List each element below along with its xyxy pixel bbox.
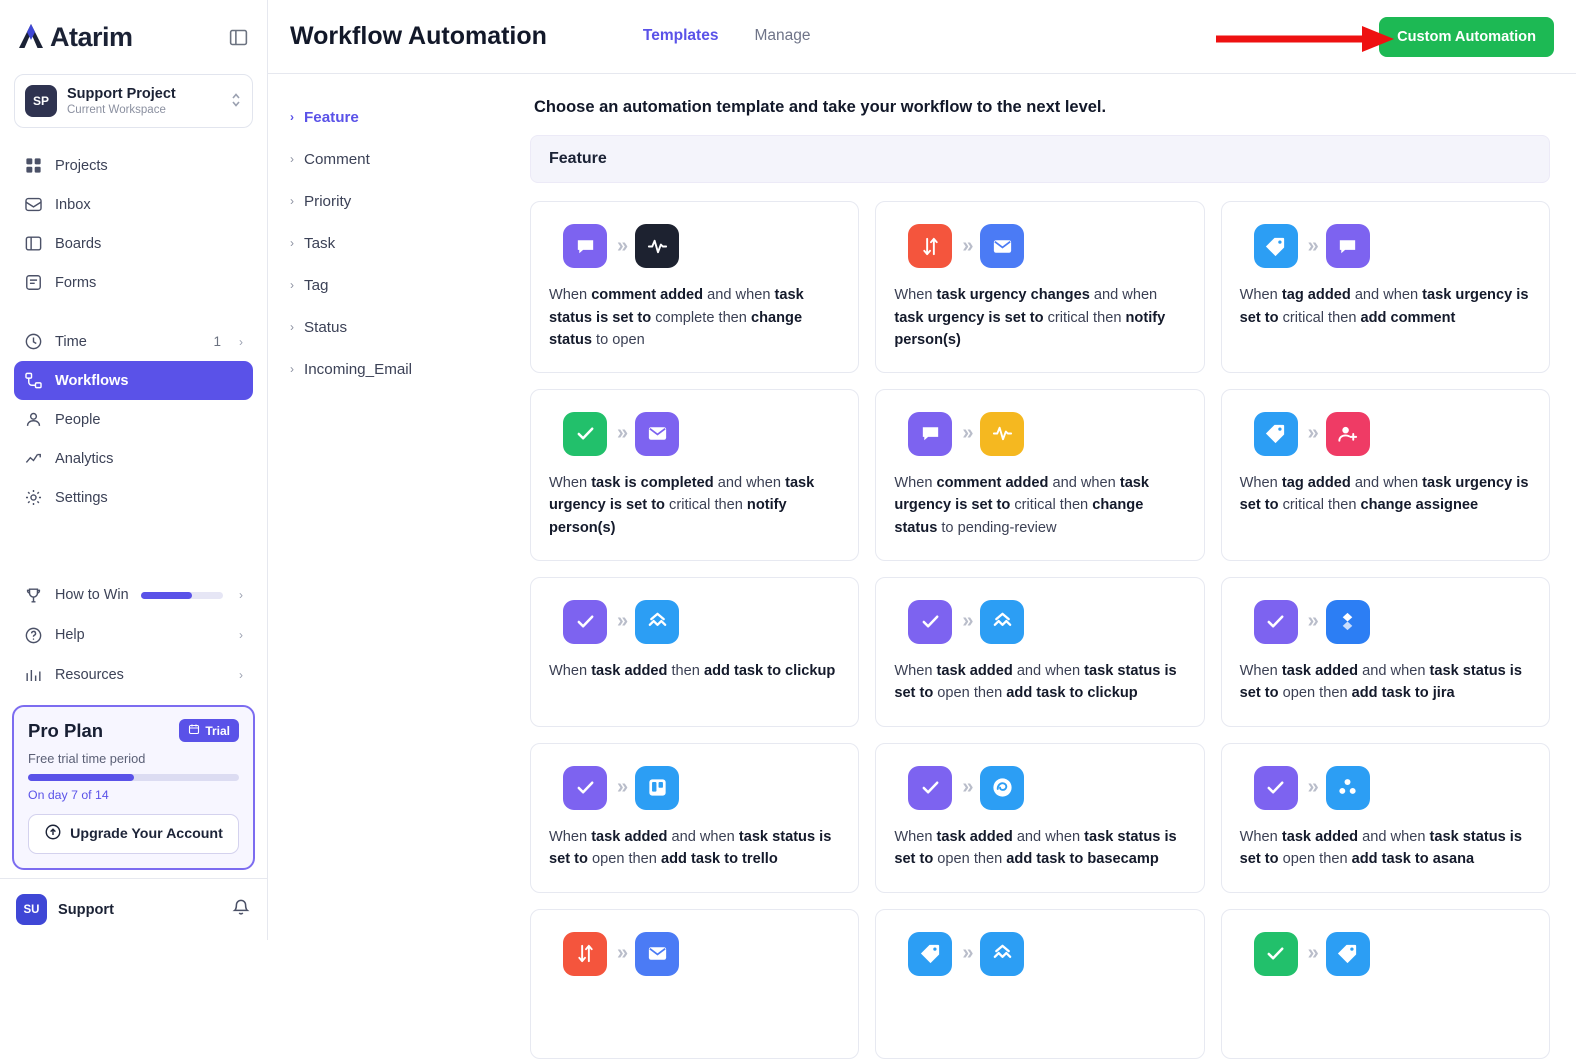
template-card[interactable] [1221, 743, 1550, 893]
category-label: Tag [304, 276, 329, 294]
clickup-icon [980, 932, 1024, 976]
atarim-logo-icon [14, 20, 48, 54]
workflows-icon [24, 371, 43, 390]
double-chevron-right-icon: » [617, 234, 626, 257]
sidebar-item-help[interactable] [14, 615, 253, 655]
template-card[interactable] [875, 201, 1204, 373]
sidebar-item-label: Time [55, 333, 87, 350]
user-row[interactable] [0, 878, 267, 940]
templates-panel [516, 74, 1576, 965]
template-card-text: When task added and when task status is set to open then add task to jira [1239, 662, 1522, 702]
workspace-subtitle: Current Workspace [67, 103, 166, 116]
sidebar-item-inbox[interactable] [14, 185, 253, 224]
brand[interactable] [14, 20, 133, 54]
double-chevron-right-icon: » [617, 942, 626, 965]
activity-icon [980, 412, 1024, 456]
sidebar-item-label: Analytics [55, 450, 114, 467]
custom-automation-button[interactable]: Custom Automation [1379, 17, 1554, 57]
sidebar-item-resources[interactable] [14, 655, 253, 695]
urgency-arrows-icon [908, 224, 952, 268]
template-card[interactable] [530, 909, 859, 1059]
help-icon [24, 626, 43, 645]
chevron-right-icon: › [239, 334, 243, 349]
section-header: Feature [530, 135, 1550, 183]
panel-collapse-icon[interactable] [225, 24, 251, 50]
clickup-icon [635, 600, 679, 644]
category-nav [268, 74, 516, 940]
sidebar-item-label: Help [55, 627, 85, 643]
plan-badge-label: Trial [205, 723, 230, 738]
template-card-icons [908, 932, 1185, 976]
template-card-icons [908, 600, 1185, 644]
panel-intro: Choose an automation template and take your workflow to the next level. [534, 98, 1107, 116]
trello-icon [635, 766, 679, 810]
double-chevron-right-icon: » [962, 422, 971, 445]
double-chevron-right-icon: » [617, 610, 626, 633]
plan-card [12, 705, 255, 870]
double-chevron-right-icon: » [962, 234, 971, 257]
category-label: Priority [304, 192, 352, 210]
template-card-text: When comment added and when task status is set to complete then change status to open [549, 287, 804, 349]
trophy-icon [24, 586, 43, 605]
sidebar-item-people[interactable] [14, 400, 253, 439]
grid-icon [24, 156, 43, 175]
check-circle-icon [1254, 932, 1298, 976]
chevron-right-icon: › [290, 278, 294, 292]
sidebar-item-label: Resources [55, 667, 124, 683]
page-title: Workflow Automation [290, 22, 547, 50]
chevron-right-icon: › [239, 668, 243, 682]
template-card-icons [908, 766, 1185, 810]
workspace-switcher[interactable] [14, 74, 253, 128]
template-card-text: When task urgency changes and when task urgency is set to critical then notify person(s) [894, 287, 1166, 349]
category-label: Status [304, 318, 348, 336]
sidebar-item-label: Forms [55, 274, 97, 291]
sidebar-item-settings[interactable] [14, 478, 253, 517]
task-check-icon [908, 600, 952, 644]
envelope-icon [635, 932, 679, 976]
clickup-icon [980, 600, 1024, 644]
calendar-icon [188, 723, 200, 738]
annotation-arrow [1216, 26, 1396, 57]
template-card[interactable] [875, 743, 1204, 893]
sidebar [0, 0, 268, 940]
template-card-text: When comment added and when task urgency is set to critical then change status to pending-review [894, 474, 1150, 537]
category-task[interactable] [282, 222, 500, 264]
how-to-win-progress [141, 592, 223, 599]
category-status[interactable] [282, 306, 500, 348]
content [268, 74, 1576, 965]
sidebar-item-label: Projects [55, 157, 108, 174]
template-card-icons [1254, 932, 1531, 976]
plan-subtitle: Free trial time period [28, 751, 146, 766]
double-chevron-right-icon: » [1307, 942, 1316, 965]
template-card[interactable] [1221, 201, 1550, 373]
plan-progress-bar [28, 774, 239, 781]
status-badge [179, 719, 239, 742]
double-chevron-right-icon: » [1307, 234, 1316, 257]
tab-bar [643, 27, 811, 47]
template-card-icons [563, 766, 840, 810]
chevron-right-icon: › [239, 628, 243, 642]
boards-icon [24, 234, 43, 253]
template-card[interactable] [1221, 577, 1550, 727]
user-name: Support [58, 901, 114, 918]
check-circle-icon [563, 412, 607, 456]
asana-icon [1326, 766, 1370, 810]
template-card-icons [563, 600, 840, 644]
template-card-icons [908, 224, 1185, 268]
task-check-icon [908, 766, 952, 810]
tab-manage[interactable]: Manage [754, 26, 811, 44]
chevron-right-icon: › [290, 194, 294, 208]
category-feature[interactable] [282, 96, 500, 138]
upload-circle-icon [44, 823, 62, 845]
upgrade-label: Upgrade Your Account [70, 826, 223, 842]
sidebar-item-projects[interactable] [14, 146, 253, 185]
avatar: SU [16, 894, 47, 925]
tag-icon [908, 932, 952, 976]
gear-icon [24, 488, 43, 507]
envelope-icon [635, 412, 679, 456]
category-label: Feature [304, 108, 359, 126]
topbar [268, 0, 1576, 74]
sidebar-item-time[interactable] [14, 322, 253, 361]
chevron-right-icon: › [290, 362, 294, 376]
sidebar-item-workflows[interactable] [14, 361, 253, 400]
double-chevron-right-icon: » [1307, 422, 1316, 445]
basecamp-icon [980, 766, 1024, 810]
template-card-text: When tag added and when task urgency is set to critical then add comment [1239, 287, 1529, 326]
double-chevron-right-icon: » [962, 776, 971, 799]
double-chevron-right-icon: » [617, 422, 626, 445]
sidebar-item-label: Boards [55, 235, 102, 252]
primary-nav [0, 142, 267, 517]
template-card[interactable] [530, 577, 859, 727]
template-card-text: When task added and when task status is set to open then add task to basecamp [894, 828, 1177, 868]
template-card[interactable] [530, 743, 859, 893]
chevron-right-icon: › [290, 152, 294, 166]
template-card-text: When task added then add task to clickup [549, 662, 836, 679]
forms-icon [24, 273, 43, 292]
brand-row [0, 0, 267, 74]
sidebar-item-boards[interactable] [14, 224, 253, 263]
template-grid [530, 201, 1550, 1059]
template-card-text: When task added and when task status is set to open then add task to asana [1239, 828, 1522, 868]
comment-icon [563, 224, 607, 268]
activity-icon [635, 224, 679, 268]
template-card[interactable] [875, 909, 1204, 1059]
task-check-icon [1254, 766, 1298, 810]
template-card[interactable] [875, 577, 1204, 727]
person-icon [24, 410, 43, 429]
template-card-icons [563, 224, 840, 268]
sidebar-item-label: How to Win [55, 587, 129, 603]
upgrade-account-button[interactable] [28, 814, 239, 854]
category-priority[interactable] [282, 180, 500, 222]
comment-icon [1326, 224, 1370, 268]
double-chevron-right-icon: » [617, 776, 626, 799]
bell-icon[interactable] [231, 897, 251, 922]
double-chevron-right-icon: » [962, 610, 971, 633]
chevron-right-icon: › [290, 320, 294, 334]
category-label: Incoming_Email [304, 360, 413, 378]
chevron-right-icon: › [290, 110, 294, 124]
tag-icon [1254, 224, 1298, 268]
analytics-icon [24, 449, 43, 468]
chevron-right-icon: › [239, 588, 243, 602]
workspace-avatar: SP [25, 85, 57, 117]
task-check-icon [1254, 600, 1298, 644]
sidebar-item-label: Inbox [55, 196, 91, 213]
template-card[interactable] [530, 389, 859, 561]
time-count-badge: 1 [213, 334, 221, 349]
tag-icon [1326, 932, 1370, 976]
template-card-icons [1254, 600, 1531, 644]
task-check-icon [563, 600, 607, 644]
tab-templates[interactable]: Templates [642, 26, 719, 44]
template-card-text: When tag added and when task urgency is set to critical then change assignee [1239, 474, 1529, 514]
template-card-icons [908, 412, 1185, 456]
urgency-arrows-icon [563, 932, 607, 976]
template-card-text: When task added and when task status is set to open then add task to trello [549, 828, 832, 868]
plan-day-text: On day 7 of 14 [28, 788, 109, 802]
template-card[interactable] [875, 389, 1204, 561]
sidebar-item-label: Workflows [55, 372, 129, 389]
category-incoming-email[interactable] [282, 348, 500, 390]
template-card-icons [1254, 224, 1531, 268]
template-card-icons [563, 412, 840, 456]
sidebar-item-label: Settings [55, 489, 108, 506]
chevron-right-icon: › [290, 236, 294, 250]
double-chevron-right-icon: » [962, 942, 971, 965]
comment-icon [908, 412, 952, 456]
template-card-icons [1254, 412, 1531, 456]
jira-icon [1326, 600, 1370, 644]
double-chevron-right-icon: » [1307, 610, 1316, 633]
double-chevron-right-icon: » [1307, 776, 1316, 799]
brand-name: Atarim [50, 21, 133, 52]
sidebar-item-how-to-win[interactable] [14, 575, 253, 615]
template-card-icons [1254, 766, 1531, 810]
clock-icon [24, 332, 43, 351]
sidebar-item-label: People [55, 411, 101, 428]
inbox-icon [24, 195, 43, 214]
envelope-icon [980, 224, 1024, 268]
template-card[interactable] [530, 201, 859, 373]
category-comment[interactable] [282, 138, 500, 180]
template-card[interactable] [1221, 909, 1550, 1059]
secondary-nav [0, 575, 267, 695]
category-label: Comment [304, 150, 370, 168]
workspace-name: Support Project [67, 85, 176, 102]
chevron-updown-icon [230, 91, 242, 112]
task-check-icon [563, 766, 607, 810]
resources-icon [24, 666, 43, 685]
template-card-text: When task is completed and when task urgency is set to critical then notify person(s) [549, 474, 815, 537]
template-card-icons [563, 932, 840, 976]
sidebar-item-forms[interactable] [14, 263, 253, 302]
template-card[interactable] [1221, 389, 1550, 561]
plan-title: Pro Plan [28, 719, 104, 741]
sidebar-item-analytics[interactable] [14, 439, 253, 478]
main-area [268, 0, 1576, 965]
template-card-text: When task added and when task status is set to open then add task to clickup [894, 662, 1177, 702]
person-add-icon [1326, 412, 1370, 456]
tag-icon [1254, 412, 1298, 456]
category-label: Task [304, 234, 336, 252]
category-tag[interactable] [282, 264, 500, 306]
